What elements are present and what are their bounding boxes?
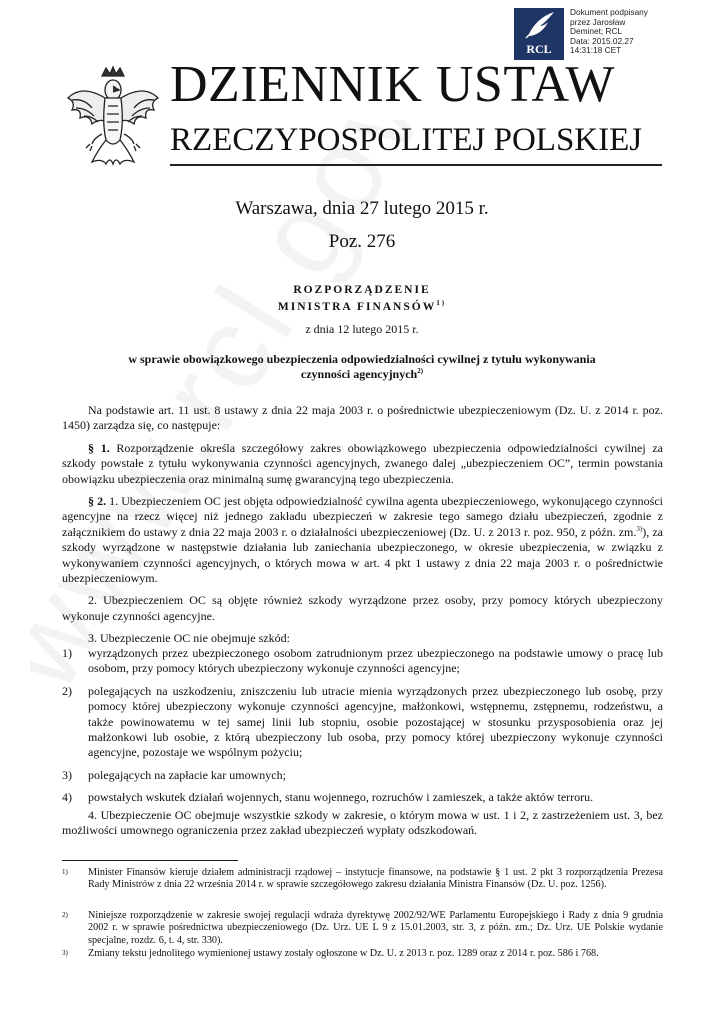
list-item — [62, 646, 663, 677]
list-item-text: polegających na uszkodzeniu, zniszczeniu lub utracie mienia wyrządzonych przez ubezpieczonego lub osobę, przy pomocy której ubezpieczony wykonuje czynności agencyjne, małżonkowi, wstępnemu, zstępnemu, rodzeństwu, a także powinowatemu w tej samej linii lub stopniu, osobie pozostającej w stosunku przysposobienia oraz jej małżonkowi lub osobie, z którą ubezpieczony lub osoba, przy pomocy której ubezpieczony wykonuje czynności agencyjne, pozostaje we wspólnym pożyciu; — [88, 683, 663, 760]
list-item-text: wyrządzonych przez ubezpieczonego osobom zatrudnionym przez ubezpieczonego na podstawie umowy o pracę lub osobom, przy pomocy których ubezpieczony wykonuje czynności agencyjne; — [88, 646, 663, 676]
paragraph-2-ust-4: 4. Ubezpieczenie OC obejmuje wszystkie szkody w zakresie, o którym mowa w ust. 1 i 2, z zastrzeżeniem ust. 3, bez możliwości umownego ograniczenia przez zakład ubezpieczeń wypłaty odszkodowań. — [62, 808, 663, 838]
paragraph-2-text-b: ), za szkody wyrządzone w następstwie działania lub zaniechania ubezpieczonego, w okresie ubezpieczenia, w związku z wykonywaniem czynności agencyjnych, o których mowa w art. 4 pkt 1 ustawy z dnia 22 maja 2003 r. o pośrednictwie ubezpieczeniowym. — [62, 524, 663, 586]
list-item-number: 2) — [62, 683, 72, 698]
journal-title: DZIENNIK USTAW — [170, 56, 615, 113]
list-item-number: 3) — [62, 767, 72, 782]
paragraph-2-label: § 2. — [88, 494, 107, 509]
list-item — [62, 768, 663, 783]
list-item-number: 4) — [62, 790, 72, 805]
paragraph-2-ust-3: 3. Ubezpieczenie OC nie obejmuje szkód: — [88, 631, 290, 646]
act-issuer — [0, 301, 724, 313]
footnote-mark: 1) — [62, 868, 68, 876]
footnote-mark: 2) — [62, 911, 68, 919]
paragraph-2-ust-2: 2. Ubezpieczeniem OC są objęte również szkody wyrządzone przez osoby, przy pomocy których ubezpieczony wykonuje czynności agencyjne. — [62, 593, 663, 623]
footnote-text: Zmiany tekstu jednolitego wymienionej ustawy zostały ogłoszone w Dz. U. z 2013 r. poz. 1289 oraz z 2014 r. poz. 586 i 768. — [88, 948, 599, 959]
rcl-logo-icon — [514, 8, 564, 60]
exclusions-list — [62, 646, 663, 806]
signature-text: Dokument podpisany przez Jarosław Deminet; RCL Data: 2015.02.27 14:31:18 CET — [570, 7, 648, 56]
quill-icon — [514, 8, 564, 42]
list-item — [62, 684, 663, 761]
footnote-rule — [62, 860, 238, 861]
list-item — [62, 790, 663, 805]
header-rule — [170, 164, 662, 166]
rcl-logo-text: RCL — [526, 42, 552, 56]
act-subject-line2: czynności agencyjnych — [300, 367, 418, 381]
act-subject-line1: w sprawie obowiązkowego ubezpieczenia odpowiedzialności cywilnej z tytułu wykonywania — [128, 352, 596, 366]
act-issuer-text: MINISTRA FINANSÓW — [277, 301, 437, 313]
paragraph-1-label: § 1. — [88, 440, 110, 455]
position-number: Poz. 276 — [328, 231, 396, 252]
list-item-text: polegających na zapłacie kar umownych; — [88, 767, 286, 782]
electronic-signature — [514, 8, 664, 60]
footnote-ref-1: 1) — [436, 299, 447, 308]
footnote-3 — [62, 948, 663, 960]
footnote-2 — [62, 910, 663, 947]
paragraph-2-ust-4-block — [62, 808, 663, 839]
footnote-ref-3: 3) — [636, 524, 643, 533]
list-item-number: 1) — [62, 646, 72, 660]
footnote-1 — [62, 867, 663, 892]
polish-eagle-emblem-icon — [62, 64, 164, 174]
act-body — [62, 403, 663, 647]
act-subject — [0, 352, 724, 382]
act-date: z dnia 12 lutego 2015 r. — [305, 322, 419, 336]
paragraph-2-text-a: 1. Ubezpieczeniem OC jest objęta odpowiedzialność cywilna agenta ubezpieczeniowego, wykonującego czynności agencyjne na rzecz więcej niż jednego zakładu ubezpieczeń w zakresie tego samego działu ubezpieczeń, zgodnie z załącznikiem do ustawy z dnia 22 maja 2003 r. o działalności ubezpieczeniowej (Dz. U. z 2013 r. poz. 950, z późn. zm. — [62, 494, 664, 539]
paragraph-1-text: Rozporządzenie określa szczegółowy zakres obowiązkowego ubezpieczenia odpowiedzialności cywilnej za szkody powstałe z tytułu wykonywania czynności agencyjnych, zwanego dalej „ubezpieczeniem OC”, termin powstania obowiązku ubezpieczenia oraz minimalną sumę gwarancyjną tego ubezpieczenia. — [62, 440, 664, 486]
footnote-ref-2: 2) — [417, 367, 424, 375]
paragraph-1 — [62, 441, 663, 487]
list-item-text: powstałych wskutek działań wojennych, stanu wojennego, rozruchów i zamieszek, a także aktów terroru. — [88, 790, 594, 805]
place-date: Warszawa, dnia 27 lutego 2015 r. — [235, 198, 489, 219]
footnote-mark: 3) — [62, 949, 68, 957]
paragraph-2 — [62, 494, 663, 586]
footnote-text: Niniejsze rozporządzenie w zakresie swojej regulacji wdraża dyrektywę 2002/92/WE Parlamentu Europejskiego i Rady z dnia 9 grudnia 2002 r. w sprawie pośrednictwa ubezpieczeniowego (Dz. Urz. UE L 9 z 15.01.2003, str. 3, z późn. zm.; Dz. Urz. UE Polskie wydanie specjalne, rozdz. 6, t. 4, str. 330). — [88, 910, 663, 946]
footnote-text: Minister Finansów kieruje działem administracji rządowej – instytucje finansowe, na podstawie § 1 ust. 2 pkt 3 rozporządzenia Prezesa Rady Ministrów z dnia 22 września 2014 r. w sprawie szczegółowego zakresu działania Ministra Finansów (Dz. U. poz. 1256). — [88, 867, 663, 891]
journal-subtitle: RZECZYPOSPOLITEJ POLSKIEJ — [170, 122, 643, 158]
act-type: ROZPORZĄDZENIE — [293, 284, 431, 296]
intro-paragraph: Na podstawie art. 11 ust. 8 ustawy z dnia 22 maja 2003 r. o pośrednictwie ubezpieczeniowym (Dz. U. z 2014 r. poz. 1450) zarządza się, co następuje: — [62, 403, 663, 433]
